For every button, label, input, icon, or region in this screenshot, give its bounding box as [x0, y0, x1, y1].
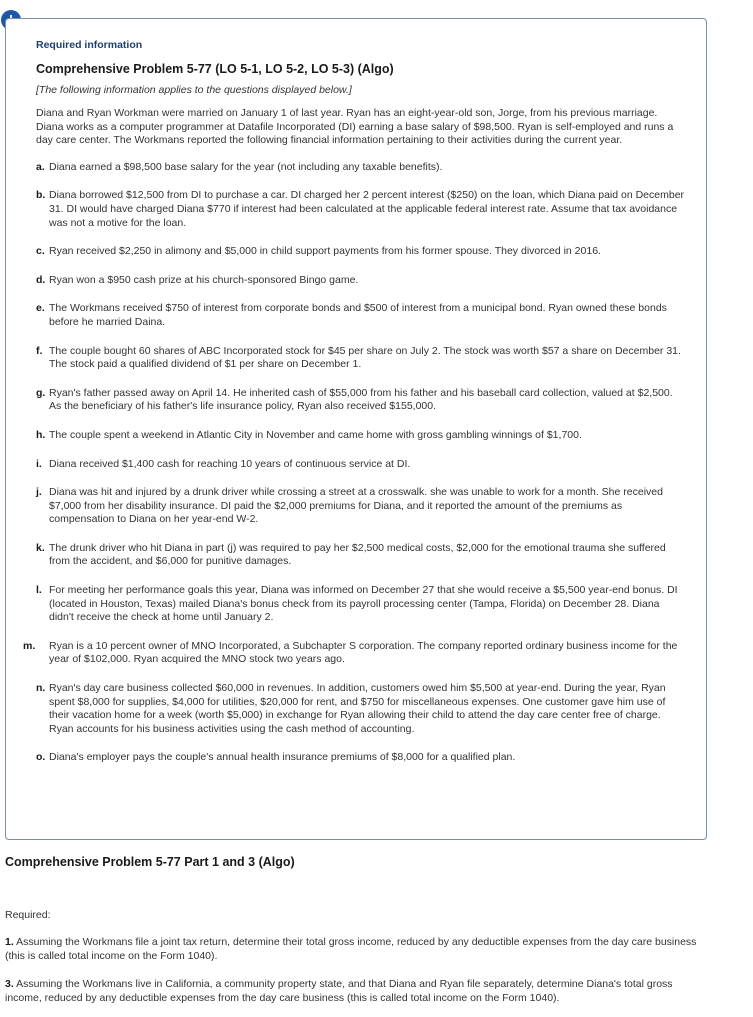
- intro-paragraph: Diana and Ryan Workman were married on January 1 of last year. Ryan has an eight-year-old son, Jorge, from his previous marriage. Diana works as a computer programmer at Datafile Incorporated (DI) earning a base salary of $98,500. Ryan is self-employed and runs a day care center. The Workmans reported the following financial information pertaining to their activities during the current year.: [36, 107, 674, 147]
- item-letter: h.: [36, 428, 46, 441]
- item-text: Ryan's day care business collected $60,000 in revenues. In addition, customers owed him $5,500 at year-end. During the year, Ryan spent $8,000 for supplies, $4,000 for utilities, $20,000 for rent, and $750 for miscellaneous expenses. One customer gave him use of their vacation home for a week (worth $5,000) in exchange for Ryan allowing their child to attend the day care center free of charge. Ryan accounts for his business activities using the cash method of accounting.: [49, 682, 666, 735]
- part-title: Comprehensive Problem 5-77 Part 1 and 3 (Algo): [5, 855, 295, 869]
- item-letter: m.: [23, 639, 36, 652]
- list-item: [36, 682, 686, 736]
- item-letter: k.: [36, 541, 45, 554]
- item-text: Ryan is a 10 percent owner of MNO Incorporated, a Subchapter S corporation. The company reported ordinary business income for the year of $102,000. Ryan acquired the MNO stock two years ago.: [49, 639, 678, 666]
- list-item: [36, 302, 686, 329]
- list-item: [36, 458, 686, 472]
- problem-title: Comprehensive Problem 5-77 (LO 5-1, LO 5-2, LO 5-3) (Algo): [36, 62, 394, 76]
- item-letter: a.: [36, 160, 45, 173]
- item-text: Ryan won a $950 cash prize at his church-sponsored Bingo game.: [49, 273, 359, 286]
- list-item: [23, 640, 686, 667]
- required-information-panel: [5, 18, 707, 840]
- item-letter: i.: [36, 457, 42, 470]
- list-item: [36, 751, 686, 765]
- list-item: [36, 161, 686, 175]
- list-item: [36, 274, 686, 288]
- question-number: 3.: [5, 978, 14, 990]
- required-label: Required:: [5, 909, 51, 921]
- info-note: [The following information applies to the questions displayed below.]: [36, 84, 352, 96]
- item-text: The drunk driver who hit Diana in part (j) was required to pay her $2,500 medical costs, $2,000 for the emotional trauma she suffered from the accident, and $6,000 for punitive damages.: [49, 541, 666, 568]
- item-letter: e.: [36, 302, 45, 315]
- item-text: Diana received $1,400 cash for reaching 10 years of continuous service at DI.: [49, 457, 411, 470]
- question-1: [5, 936, 710, 963]
- item-text: Diana earned a $98,500 base salary for the year (not including any taxable benefits).: [49, 160, 443, 173]
- item-text: For meeting her performance goals this year, Diana was informed on December 27 that she would receive a $5,500 year-end bonus. DI (located in Houston, Texas) mailed Diana's bonus check from its payroll processing center (Tampa, Florida) on December 28. Diana didn't receive the check at home until January 2.: [49, 584, 678, 624]
- list-item: [36, 584, 686, 625]
- item-text: Ryan received $2,250 in alimony and $5,000 in child support payments from his former spouse. They divorced in 2016.: [49, 245, 601, 258]
- item-text: Diana's employer pays the couple's annual health insurance premiums of $8,000 for a qualified plan.: [49, 751, 516, 764]
- item-text: Diana was hit and injured by a drunk driver while crossing a street at a crosswalk. she was unable to work for a month. She received $7,000 from her disability insurance. DI paid the $2,000 premiums for Diana, and it reported the amount of the premiums as compensation to Diana on her year-end W-2.: [49, 486, 663, 526]
- item-letter: l.: [36, 584, 42, 597]
- item-letter: f.: [36, 344, 43, 357]
- facts-list: [23, 160, 686, 765]
- list-item: [36, 387, 686, 414]
- item-letter: n.: [36, 682, 46, 695]
- list-item: [36, 189, 686, 230]
- item-letter: g.: [36, 386, 46, 399]
- item-text: Ryan's father passed away on April 14. He inherited cash of $55,000 from his father and his baseball card collection, valued at $2,500. As the beneficiary of his father's life insurance policy, Ryan also received $155,000.: [49, 386, 673, 413]
- item-text: The Workmans received $750 of interest from corporate bonds and $500 of interest from a municipal bond. Ryan owned these bonds before he married Daina.: [49, 302, 667, 328]
- panel-content: [23, 38, 686, 765]
- item-text: Diana borrowed $12,500 from DI to purchase a car. DI charged her 2 percent interest ($250) on the loan, which Diana paid on December 31. DI would have charged Diana $770 if interest had been calculated at the applicable federal interest rate. Assume that tax avoidance was not a motive for the loan.: [49, 189, 685, 229]
- item-text: The couple bought 60 shares of ABC Incorporated stock for $45 per share on July 2. The stock was worth $57 a share on December 31. The stock paid a qualified dividend of $1 per share on December 1.: [49, 344, 681, 371]
- question-text: Assuming the Workmans live in California, a community property state, and that Diana and Ryan file separately, determine Diana's total gross income, reduced by any deductible expenses from the day care business (this is called total income on the Form 1040).: [5, 978, 673, 1004]
- question-number: 1.: [5, 936, 14, 948]
- item-text: The couple spent a weekend in Atlantic City in November and came home with gross gambling winnings of $1,700.: [49, 428, 582, 441]
- list-item: [36, 245, 686, 259]
- list-item: [36, 429, 686, 443]
- question-3: [5, 978, 710, 1005]
- question-text: Assuming the Workmans file a joint tax return, determine their total gross income, reduced by any deductible expenses from the day care business (this is called total income on the Form 1040).: [5, 936, 697, 962]
- item-letter: o.: [36, 751, 46, 764]
- item-letter: c.: [36, 245, 45, 258]
- item-letter: j.: [36, 486, 42, 499]
- list-item: [36, 542, 686, 569]
- list-item: [36, 345, 686, 372]
- list-item: [36, 486, 686, 527]
- required-information-label: Required information: [36, 39, 143, 51]
- item-letter: d.: [36, 273, 46, 286]
- item-letter: b.: [36, 189, 46, 202]
